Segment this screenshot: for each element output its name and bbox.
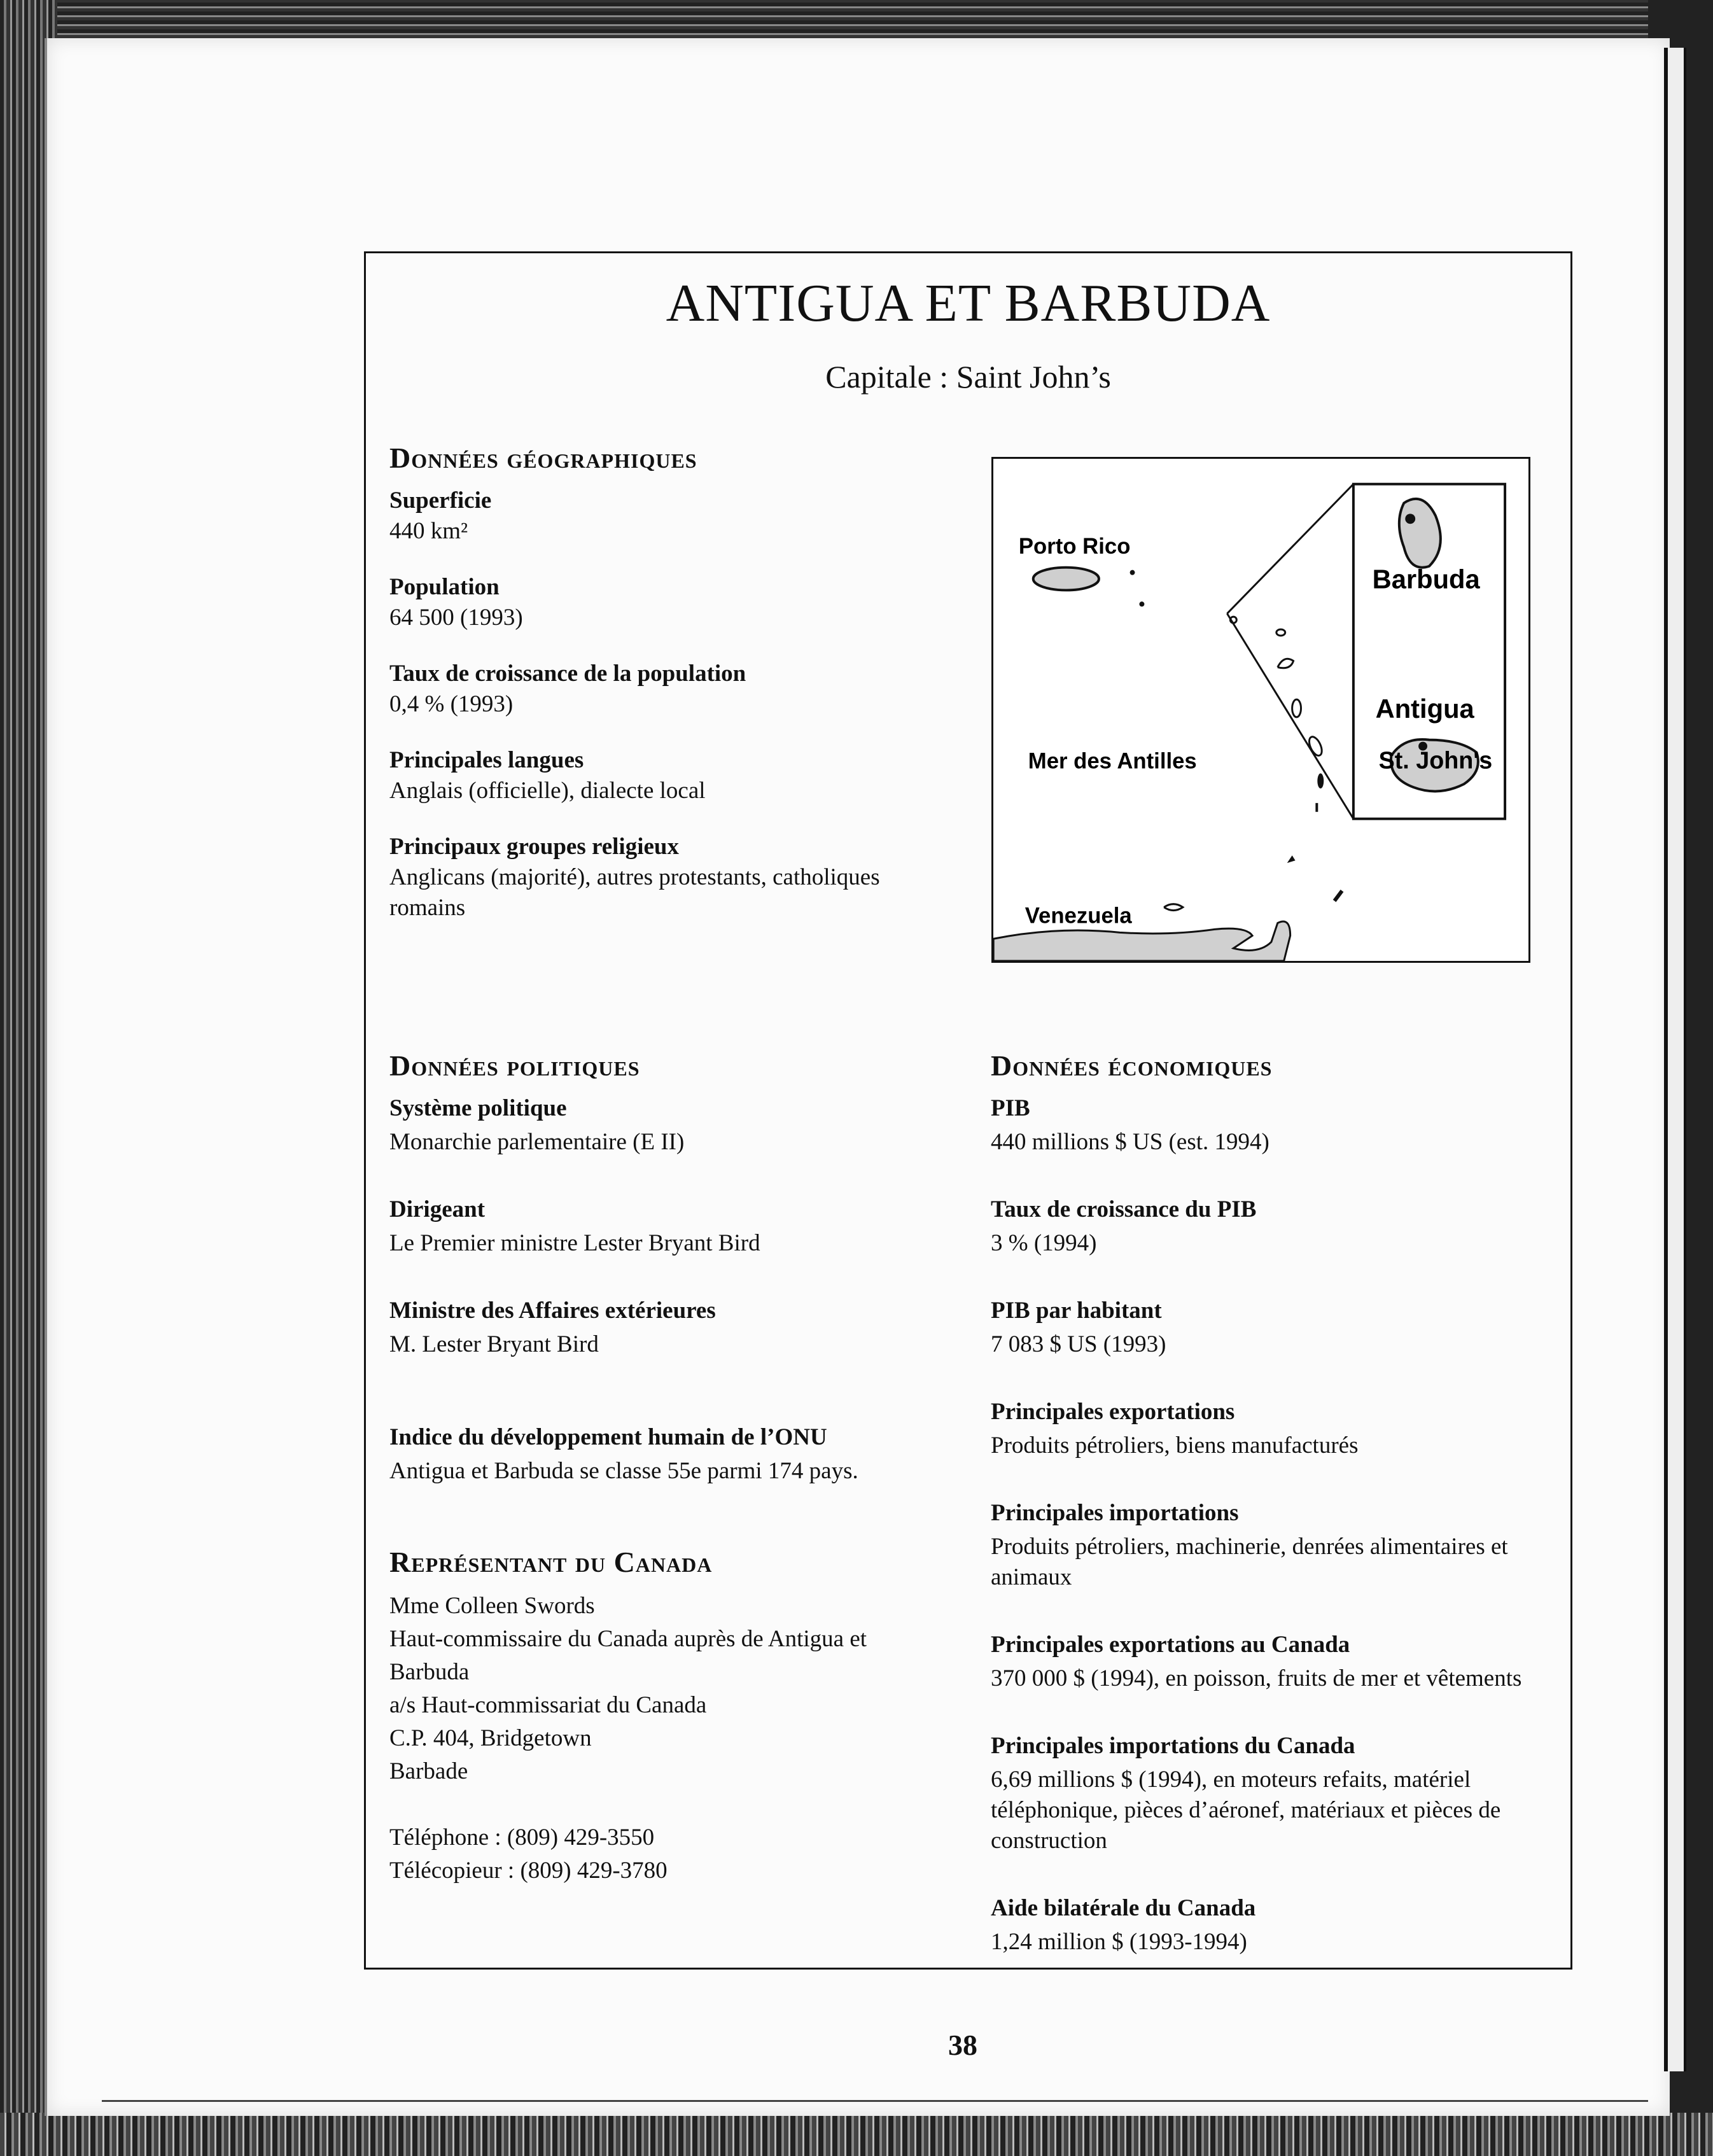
capital-subtitle: Capitale : Saint John’s (825, 359, 1111, 395)
page-title: ANTIGUA ET BARBUDA (666, 274, 1271, 333)
eco-value-gdp-growth: 3 % (1994) (991, 1230, 1097, 1256)
scan-border-top (0, 0, 1713, 38)
map-label-porto-rico: Porto Rico (1018, 534, 1131, 559)
rep-address-country: Barbade (389, 1758, 468, 1784)
map-label-antigua: Antigua (1375, 693, 1474, 724)
geo-label-growth: Taux de croissance de la population (389, 661, 746, 687)
scan-border-bottom (0, 2113, 1713, 2156)
eco-value-gdp-per-capita: 7 083 $ US (1993) (991, 1331, 1166, 1357)
eco-label-imports-canada: Principales importations du Canada (991, 1733, 1355, 1759)
eco-value-exports: Produits pétroliers, biens manufacturés (991, 1432, 1359, 1459)
eco-label-exports-canada: Principales exportations au Canada (991, 1632, 1350, 1658)
rep-address-po: C.P. 404, Bridgetown (389, 1725, 592, 1751)
geo-section (389, 486, 937, 923)
geo-label-languages: Principales langues (389, 747, 584, 773)
eco-label-exports: Principales exportations (991, 1399, 1235, 1425)
eco-value-imports-canada: 6,69 millions $ (1994), en moteurs refaits, matériel téléphonique, pièces d’aéronef, matériaux et pièces de construction (991, 1767, 1501, 1854)
pol-label-hdi: Indice du développement humain de l’ONU (389, 1424, 827, 1450)
rep-address-care-of: a/s Haut-commissariat du Canada (389, 1692, 707, 1718)
rep-name: Mme Colleen Swords (389, 1593, 595, 1619)
map-svg (993, 459, 1528, 961)
pol-label-leader: Dirigeant (389, 1196, 486, 1222)
eco-label-aid: Aide bilatérale du Canada (991, 1895, 1256, 1921)
geo-label-population: Population (389, 574, 500, 600)
page-edge (1664, 48, 1686, 2071)
rep-heading: Représentant du Canada (389, 1546, 713, 1578)
bottom-rule (102, 2100, 1648, 2102)
geo-label-religion: Principaux groupes religieux (389, 834, 679, 860)
pol-label-minister: Ministre des Affaires extérieures (389, 1298, 716, 1324)
pol-value-hdi: Antigua et Barbuda se classe 55e parmi 174 pays. (389, 1458, 858, 1484)
rep-title: Haut-commissaire du Canada auprès de Antigua et Barbuda (389, 1626, 867, 1685)
eco-label-gdp: PIB (991, 1095, 1030, 1121)
eco-value-exports-canada: 370 000 $ (1994), en poisson, fruits de mer et vêtements (991, 1665, 1522, 1691)
pol-value-system: Monarchie parlementaire (E II) (389, 1129, 685, 1155)
geo-value-religion: Anglicans (majorité), autres protestants, catholiques romains (389, 864, 880, 921)
eco-value-imports: Produits pétroliers, machinerie, denrées alimentaires et animaux (991, 1534, 1508, 1590)
page-number: 38 (948, 2029, 977, 2061)
pol-value-leader: Le Premier ministre Lester Bryant Bird (389, 1230, 760, 1256)
pol-label-system: Système politique (389, 1095, 567, 1121)
country-profile-frame (364, 251, 1572, 1970)
geo-value-superficie: 440 km² (389, 518, 468, 544)
eco-label-imports: Principales importations (991, 1500, 1239, 1526)
geo-value-languages: Anglais (officielle), dialecte local (389, 778, 706, 804)
rep-fax: Télécopieur : (809) 429-3780 (389, 1858, 668, 1884)
eco-value-aid: 1,24 million $ (1993-1994) (991, 1929, 1247, 1955)
geo-value-population: 64 500 (1993) (389, 605, 523, 631)
caribbean-map (991, 457, 1530, 963)
eco-label-gdp-per-capita: PIB par habitant (991, 1298, 1162, 1324)
porto-rico-island (1033, 568, 1099, 591)
pol-value-minister: M. Lester Bryant Bird (389, 1331, 599, 1357)
rep-phone: Téléphone : (809) 429-3550 (389, 1824, 655, 1851)
barbuda-island (1399, 499, 1441, 568)
eco-heading: Données économiques (991, 1049, 1273, 1082)
eco-label-gdp-growth: Taux de croissance du PIB (991, 1196, 1257, 1222)
geo-heading: Données géographiques (389, 442, 697, 474)
rep-section (389, 1590, 886, 1887)
map-label-barbuda: Barbuda (1372, 564, 1480, 594)
geo-value-growth: 0,4 % (1993) (389, 691, 514, 717)
map-label-st-johns: St. John's (1378, 746, 1493, 774)
pol-heading: Données politiques (389, 1049, 640, 1082)
map-label-mer: Mer des Antilles (1028, 749, 1197, 774)
pol-section (389, 1093, 962, 1487)
eco-section (991, 1093, 1551, 1957)
eco-value-gdp: 440 millions $ US (est. 1994) (991, 1129, 1269, 1155)
geo-label-superficie: Superficie (389, 487, 492, 514)
map-label-venezuela: Venezuela (1024, 904, 1132, 928)
